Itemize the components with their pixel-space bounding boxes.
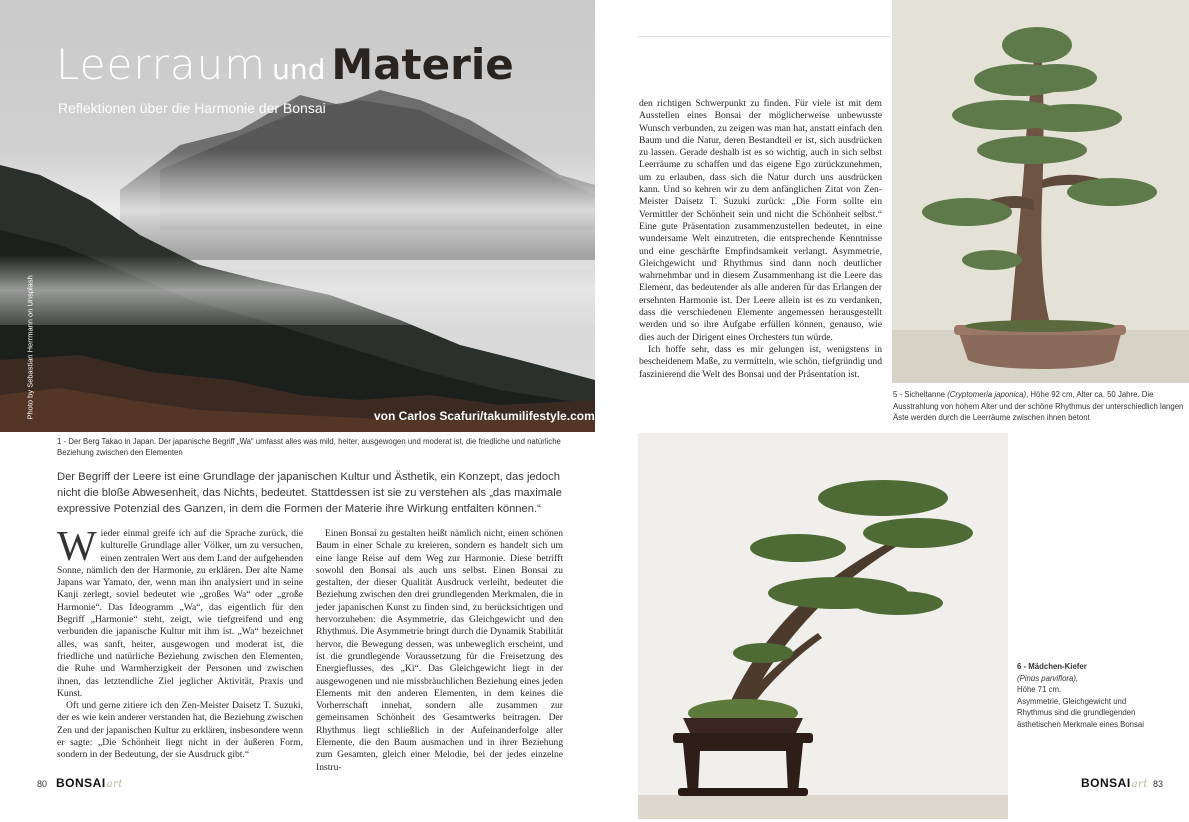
caption-1: 1 - Der Berg Takao in Japan. Der japanische Begriff „Wa“ umfasst alles was mild, heiter, ausgewogen und moderat ist, die friedliche und natürliche Beziehung zwischen den Elementen (57, 437, 561, 457)
drop-cap: W (57, 524, 97, 570)
caption-6-species: (Pinus parviflora), (1017, 673, 1079, 683)
column-3-paragraph-1: den richtigen Schwerpunkt zu finden. Für viele ist mit dem Ausstellen eines Bonsai der möglicherweise unbewusste Wunsch verbunden, zu zeigen was man hat, anstatt einfach den Baum und die Natur, deren Bestandteil er ist, sich ausdrücken zu lassen. Gerade deshalb ist es so wichtig, auch in sich selbst Leerräume zu schaffen und das eigene Ego zurückzunehmen, um zu erlauben, dass sich die Natur durch uns ausdrücken kann. Und so kehren wir zu dem anfänglichen Zitat von Zen-Meister Daisetz T. Suzuki zurück: „Die Form sollte ein Vermittler der Schönheit sein und nicht die Schönheit selbst.“ Eine gute Präsentation zusammenzustellen bedeutet, in eine wundersame Welt einzutreten, die entsprechende Kenntnisse und eine geschärfte Empfindsamkeit verlangt. Asymmetrie, Gleichgewicht und Rhythmus sind dann noch deutlicher wahrnehmbar und in diesem Zusammenhang ist die Leere das Element, das bedeutender als alle anderen für das Erlangen der ersehnten Harmonie ist. Der Leere allein ist es zu verdanken, dass die verschiedenen Elemente angemessen herausgestellt werden und so ihre Aufgabe erfüllen können, genauso, wie dies auch der Dirigent eines Orchesters tun würde. (639, 98, 882, 343)
pine-bonsai-illustration (638, 433, 1008, 819)
column-1-paragraph-2: Oft und gerne zitiere ich den Zen-Meister Daisetz T. Suzuki, der es wie kein anderer verstanden hat, die Beziehung zwischen Zen und der japanischen Kultur zu erklären, insbesondere wenn er sagte: „Die Schönheit liegt nicht in der äußeren Form, sondern in der Bedeutung, der sie Ausdruck gibt.“ (57, 700, 303, 761)
caption-5-prefix: 5 - Sicheltanne (893, 390, 948, 399)
page-number-left: 80 (37, 779, 48, 789)
brand-logo-right (1081, 776, 1148, 790)
column-1-paragraph-1 (57, 524, 303, 700)
caption-5 (893, 389, 1189, 424)
right-page (595, 0, 1189, 822)
article-title (56, 40, 514, 89)
author-credit: von Carlos Scafuri/takumilifestyle.com (374, 409, 595, 423)
text-column-3 (639, 98, 882, 381)
photo-cryptomeria-bonsai (892, 0, 1189, 383)
caption-5-species: (Cryptomeria japonica) (947, 390, 1027, 399)
brand-suffix: art (106, 779, 123, 790)
brand-suffix-right: art (1131, 779, 1148, 790)
hero-photo-mount-takao (0, 0, 595, 432)
title-leerraum: Leerraum (56, 40, 267, 89)
caption-6-height: Höhe 71 cm. (1017, 685, 1062, 694)
caption-6-label: 6 - Mädchen-Kiefer (1017, 662, 1087, 671)
intro-paragraph: Der Begriff der Leere ist eine Grundlage der japanischen Kultur und Ästhetik, ein Konzept, das jedoch nicht die bloße Abwesenheit, das Nichts, bedeutet. Stattdessen ist sie zu verstehen als „das maximale expressive Potenzial des Ganzen, in dem die Formen der Materie ihre Wirkung entfalten können.“ (57, 471, 562, 515)
cryptomeria-illustration (892, 0, 1189, 383)
photo-credit: Photo by Sebastian Herrmann on Unsplash (25, 275, 35, 420)
title-und: und (272, 53, 326, 86)
column-1-paragraph-1-text: ieder einmal greife ich auf die Sprache zurück, die kulturelle Grundlage aller Völker, um zu versuchen, einen zentralen Wert aus dem Land der aufgehenden Sonne, nämlich den der Harmonie, zu erklären. Der alte Name Japans war Yamato, der, wenn man ihn analysiert und in seine Kanji zerlegt, soviel bedeutet wie „großes Wa“ oder „große Harmonie“. Das Ideogramm „Wa“, das eigentlich für den Begriff „Harmonie“ steht, zeigt, wie tiefgreifend und eng verbunden die japanische Kultur mit ihm ist. „Wa“ bezeichnet alles, was sanft, heiter, ausgewogen und moderat ist, die friedliche und natürliche Beziehung zwischen den Elementen, die Ruhe und Warmherzigkeit der Personen und zwischen ihnen, das letztendliche Ziel jeglicher Aktivität, Praxis und Kunst. (57, 528, 303, 699)
brand-name: BONSAI (56, 776, 106, 790)
caption-6 (1017, 661, 1147, 730)
article-subtitle: Reflektionen über die Harmonie der Bonsai (58, 100, 326, 116)
header-rule (638, 36, 890, 37)
page-number-right: 83 (1153, 779, 1164, 789)
photo-pinus-parviflora-bonsai (638, 433, 1008, 819)
brand-logo-left (56, 776, 123, 790)
caption-5-rest: , Höhe 92 cm, Alter ca. 50 Jahre. Die Ausstrahlung von hohem Alter und der schöne Rhythmus der unterschiedlich langen Äste werden durch die Leerräume zwischen ihnen betont (893, 390, 1184, 422)
text-column-1 (57, 524, 303, 762)
column-2-paragraph-1: Einen Bonsai zu gestalten heißt nämlich nicht, einen schönen Baum in einer Schale zu kreieren, sondern es handelt sich um eine lange Reise auf dem Weg zur Harmonie. Diese betrifft sowohl den Bonsai als auch uns selbst. Einen Bonsai zu gestalten, der dieser Qualität Ausdruck verleiht, bedeutet die Beziehung zwischen den drei grundlegenden Merkmalen, die in jeder japanischen Kunst zu finden sind, zu berücksichtigen und hervorzuheben: die Asymmetrie, das Gleichgewicht und den Rhythmus. Die Asymmetrie bringt durch die Dynamik Stabilität hervor, die Bewegung dessen, was unbeweglich erscheint, und ist die grundlegende Voraussetzung für die Freisetzung des Energieflusses, des „Ki“. Das Gleichgewicht liegt in der ausgewogenen und nie missbräuchlichen Beziehung eines jeden Elements mit den anderen Elementen, in dem keines die Vorherrschaft innehat, sondern alle zusammen zur gemeinsamen Schönheit des Gesamtwerks beitragen. Der Rhythmus liegt schließlich in der Aufeinanderfolge aller Elemente, die den Baum ausmachen und in ihrer Beziehung zum Gesamten, gleich einer Melodie, bei der jedes einzelne Instru- (316, 528, 563, 773)
caption-6-text: Asymmetrie, Gleichgewicht und Rhythmus sind die grundlegenden ästhetischen Merkmale eines Bonsai (1017, 696, 1144, 729)
column-3-paragraph-2: Ich hoffe sehr, dass es mir gelungen ist, wenigstens in bescheidenem Maße, zu vermitteln, wie schön, tiefgründig und faszinierend die Welt des Bonsai und der Präsentation ist. (639, 343, 882, 380)
brand-name-right: BONSAI (1081, 776, 1131, 790)
title-materie: Materie (331, 40, 514, 89)
text-column-2 (316, 528, 563, 774)
